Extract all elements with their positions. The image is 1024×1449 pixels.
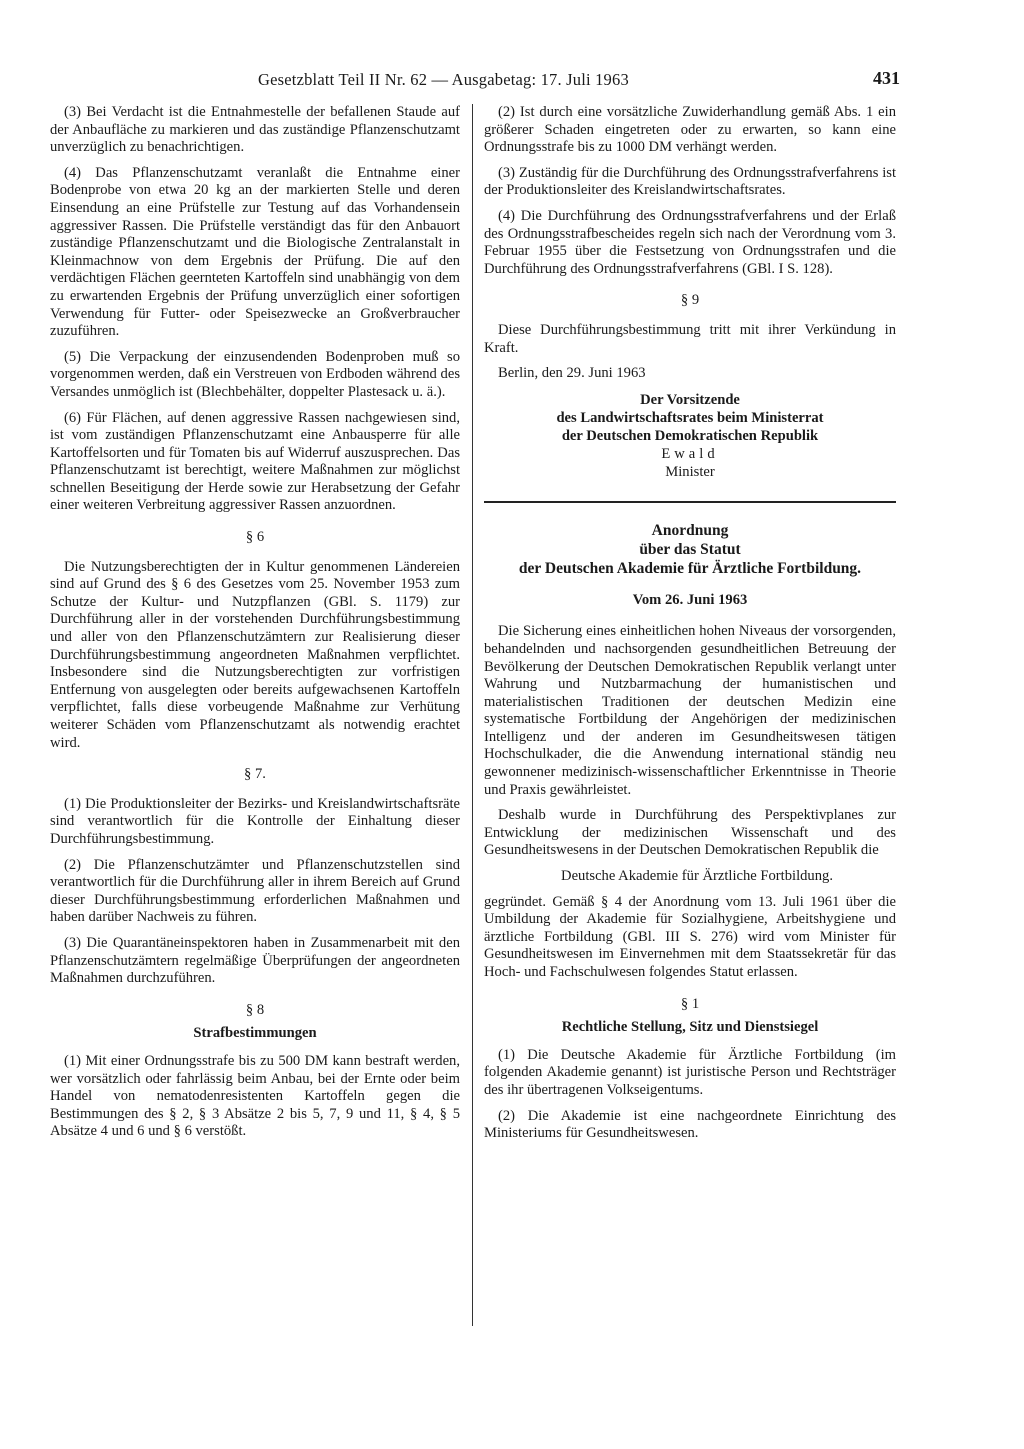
paragraph: (4) Das Pflanzenschutzamt veranlaßt die Entnahme einer Bodenprobe von etwa 20 kg an der markierten Stelle und deren Einsendung an eine Prüfstelle zur Testung auf das Vorhandensein aggressiver Rassen. Die Prüfstelle verständigt das für den Anbauort zuständige Pflanzenschutzamt und die Biologische Zentralanstalt in Kleinmachnow von dem Ergebnis der Prüfung. Die auf den verdächtigen Flächen geernteten Kartoffeln sind unabhängig von dem zu erwartenden Ergebnis der Prüfung unverzüglich einer sofortigen Verwendung für Futter- oder Speisezwecke an Großverbraucher zuzuführen. — [50, 164, 460, 340]
paragraph: gegründet. Gemäß § 4 der Anordnung vom 13. Juli 1961 über die Umbildung der Akademie für Sozialhygiene, Arbeitshygiene und ärztliche Fortbildung (GBl. III S. 276) wird vom Minister für Gesundheitswesen im Einvernehmen mit dem Staatssekretär für das Hoch- und Fachschulwesen folgendes Statut erlassen. — [484, 893, 896, 980]
signatory-name: Ewald — [661, 445, 719, 462]
signature-block — [484, 391, 896, 481]
paragraph: Die Sicherung eines einheitlichen hohen Niveaus der vorsorgenden, behandelnden und nachsorgenden gesundheitlichen Betreuung der Bevölkerung der Deutschen Demokratischen Republik verlangt unter Wahrung und Nutzbarmachung der humanistischen und materialistischen Traditionen der deutschen Medizin eine systematische Fortbildung der Angehörigen der medizinischen Intelligenz und der anderen im Gesundheitswesen tätigen Hochschulkader, die die Anwendung international ständig neu gewonnener medizinisch-wissenschaftlicher Erkenntnisse in Theorie und Praxis gewährleistet. — [484, 623, 896, 798]
paragraph: (2) Die Pflanzenschutzämter und Pflanzenschutzstellen sind verantwortlich für die Durchführung aller in ihrem Bereich auf Grund dieser Durchführungsbestimmung erforderlichen Maßnahmen und haben darüber Nachweis zu führen. — [50, 856, 460, 926]
right-column — [484, 104, 896, 1151]
horizontal-rule — [484, 501, 896, 503]
paragraph: (3) Bei Verdacht ist die Entnahmestelle der befallenen Staude auf der Anbaufläche zu markieren und das zuständige Pflanzenschutzamt unverzüglich zu benachrichtigen. — [50, 104, 460, 156]
paragraph: (3) Die Quarantäneinspektoren haben in Zusammenarbeit mit den Pflanzenschutzämtern regelmäßige Überprüfungen der angeordneten Maßnahmen durchzuführen. — [50, 934, 460, 987]
ordinance-title-line: Anordnung — [651, 521, 729, 539]
signatory-org: des Landwirtschaftsrates beim Ministerrat — [556, 409, 824, 426]
section-heading-8: § 8 — [245, 1001, 265, 1018]
section-heading-6: § 6 — [245, 529, 265, 546]
place-date: Berlin, den 29. Juni 1963 — [498, 365, 646, 382]
left-column — [50, 104, 460, 1149]
paragraph: (2) Ist durch eine vorsätzliche Zuwiderhandlung gemäß Abs. 1 ein größerer Schaden eingetreten oder zu erwarten, so kann eine Ordnungsstrafe bis zu 1000 DM verhängt werden. — [484, 104, 896, 156]
section-heading-9: § 9 — [680, 292, 700, 309]
page-header — [258, 70, 900, 94]
paragraph: (6) Für Flächen, auf denen aggressive Rassen nachgewiesen sind, ist vom zuständigen Pflanzenschutzamt eine Anbausperre für alle Kartoffelsorten und für Tomaten bis auf Widerruf auszusprechen. Das Pflanzenschutzamt ist berechtigt, weitere Maßnahmen zur möglichst schnellen Beseitigung der Herde sowie zur Herabsetzung der Gefahr einer weiteren Verbreitung aggressiver Rassen anzuordnen. — [50, 409, 460, 514]
paragraph: Diese Durchführungsbestimmung tritt mit ihrer Verkündung in Kraft. — [484, 321, 896, 356]
section-title-strafbestimmungen: Strafbestimmungen — [193, 1025, 317, 1042]
section-heading-1: § 1 — [680, 995, 700, 1012]
paragraph: (2) Die Akademie ist eine nachgeordnete Einrichtung des Ministeriums für Gesundheitswesen. — [484, 1107, 896, 1142]
signatory-role: Minister — [665, 463, 715, 480]
academy-name-line: Deutsche Akademie für Ärztliche Fortbildung. — [561, 868, 833, 885]
ordinance-title — [484, 521, 896, 578]
paragraph: Die Nutzungsberechtigten der in Kultur genommenen Ländereien sind auf Grund des § 6 des Gesetzes vom 25. November 1953 zum Schutze der Kultur- und Nutzpflanzen (GBl. S. 1179) zur Durchführung aller in der vorstehenden Durchführungsbestimmung und aller von den Pflanzenschutzämtern zur Realisierung dieser Durchführungsbestimmung angeordneten Maßnahmen verpflichtet. Insbesondere sind die Nutzungsberechtigten zur vorfristigen Entfernung von ausgelegten oder bereits aufgewachsenen Kartoffeln verpflichtet, falls diese vorbeugende Maßnahme zur Verhütung weiterer Schäden vom Pflanzenschutzamt als notwendig erachtet wird. — [50, 558, 460, 751]
signatory-country: der Deutschen Demokratischen Republik — [561, 427, 819, 444]
paragraph: (1) Die Deutsche Akademie für Ärztliche Fortbildung (im folgenden Akademie genannt) ist juristische Person und Rechtsträger des ihr übertragenen Volkseigentums. — [484, 1046, 896, 1098]
header-title: Gesetzblatt Teil II Nr. 62 — Ausgabetag: 17. Juli 1963 — [258, 70, 629, 89]
paragraph: (1) Mit einer Ordnungsstrafe bis zu 500 DM kann bestraft werden, wer vorsätzlich oder fahrlässig beim Anbau, bei der Ernte oder beim Handel von nematodenresistenten Kartoffeln gegen die Bestimmungen des § 2, § 3 Absätze 2 bis 5, 7, 9 und 11, § 4, § 5 Absätze 4 und 6 und § 6 verstößt. — [50, 1052, 460, 1140]
section-heading-7: § 7. — [244, 766, 266, 783]
ordinance-title-line: der Deutschen Akademie für Ärztliche Fortbildung. — [518, 559, 862, 577]
ordinance-title-line: über das Statut — [639, 540, 741, 558]
paragraph: (1) Die Produktionsleiter der Bezirks- und Kreislandwirtschaftsräte sind verantwortlich für die Kontrolle der Einhaltung dieser Durchführungsbestimmung. — [50, 795, 460, 847]
paragraph: (4) Die Durchführung des Ordnungsstrafverfahrens und der Erlaß des Ordnungsstrafbescheides regeln sich nach der Verordnung vom 3. Februar 1955 über die Festsetzung von Ordnungsstrafen und die Durchführung des Ordnungsstrafverfahrens (GBl. I S. 128). — [484, 207, 896, 277]
paragraph: (3) Zuständig für die Durchführung des Ordnungsstrafverfahrens ist der Produktionsleiter des Kreislandwirtschaftsrates. — [484, 164, 896, 199]
paragraph: Deshalb wurde in Durchführung des Perspektivplanes zur Entwicklung der medizinischen Wissenschaft und des Gesundheitswesens in der Deutschen Demokratischen Republik die — [484, 807, 896, 859]
ordinance-date: Vom 26. Juni 1963 — [632, 591, 748, 608]
paragraph: (5) Die Verpackung der einzusendenden Bodenproben muß so vorgenommen werden, daß ein Verstreuen von Erdboden während des Versandes unmöglich ist (Blechbehälter, doppelter Plastesack u. ä.). — [50, 348, 460, 400]
section-title-legal-status: Rechtliche Stellung, Sitz und Dienstsiegel — [561, 1019, 819, 1036]
column-divider — [472, 104, 473, 1326]
signatory-title: Der Vorsitzende — [640, 391, 740, 408]
page-number: 431 — [873, 68, 900, 88]
